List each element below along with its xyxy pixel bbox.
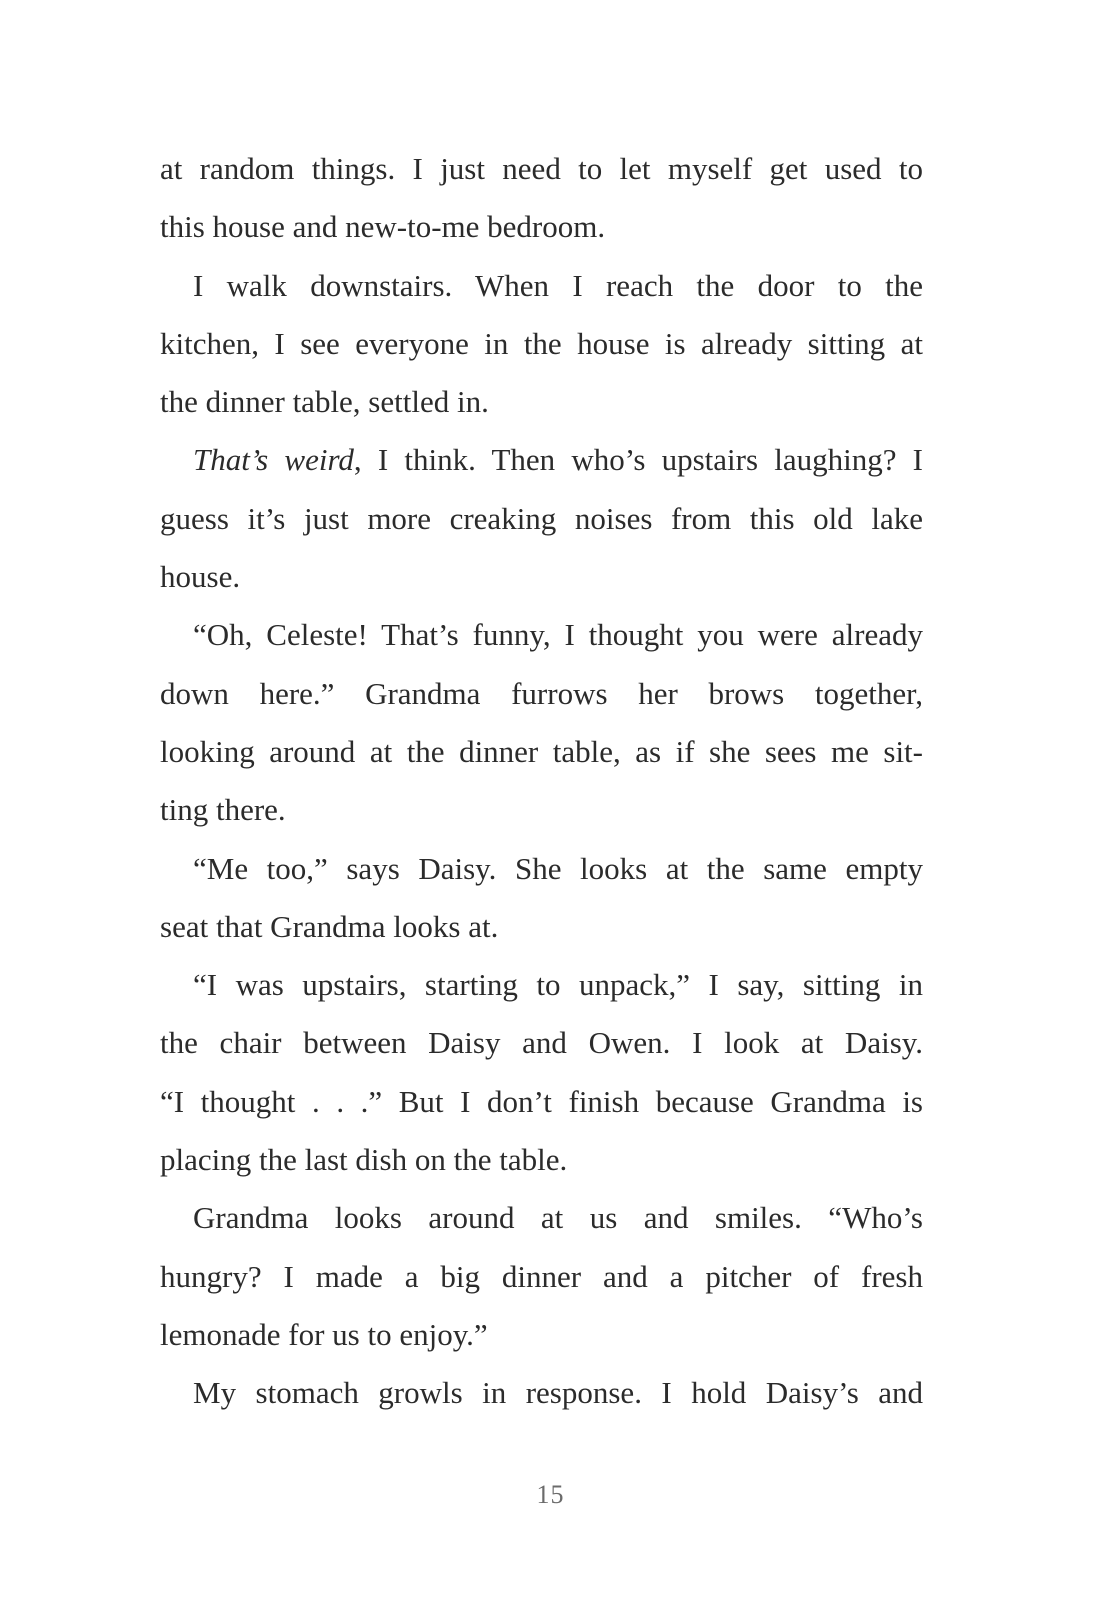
line-text: guess it’s just more creaking noises from this old lake (160, 500, 923, 536)
text-line (160, 840, 923, 898)
text-line (160, 548, 923, 606)
text-line (160, 431, 923, 489)
text-line (160, 198, 923, 256)
line-text: “I thought . . .” But I don’t finish because Grandma is (160, 1083, 923, 1119)
text-line (160, 1073, 923, 1131)
line-text: I walk downstairs. When I reach the door to the (193, 267, 923, 303)
text-line (160, 257, 923, 315)
line-text: kitchen, I see everyone in the house is already sitting at (160, 325, 923, 361)
text-line (160, 490, 923, 548)
text-line (160, 723, 923, 781)
line-text: “I was upstairs, starting to unpack,” I say, sitting in (193, 967, 923, 1003)
line-text: My stomach growls in response. I hold Daisy’s and (193, 1375, 923, 1411)
text-line (160, 315, 923, 373)
line-text: “Oh, Celeste! That’s funny, I thought you were already (193, 617, 923, 653)
line-text: this house and new-to-me bedroom. (160, 209, 606, 245)
line-text: seat that Grandma looks at. (160, 908, 499, 944)
text-line (160, 781, 923, 839)
line-text: the dinner table, settled in. (160, 384, 489, 420)
text-line (160, 898, 923, 956)
body-text (160, 140, 923, 1423)
text-line (160, 606, 923, 664)
text-line (160, 1014, 923, 1072)
line-text: placing the last dish on the table. (160, 1142, 568, 1178)
line-text: looking around at the dinner table, as if she sees me sit- (160, 733, 923, 769)
text-line (160, 1306, 923, 1364)
text-line (160, 956, 923, 1014)
text-line (160, 373, 923, 431)
line-text: the chair between Daisy and Owen. I look at Daisy. (160, 1025, 923, 1061)
text-line (160, 140, 923, 198)
line-text: “Me too,” says Daisy. She looks at the same empty (193, 850, 923, 886)
line-text: down here.” Grandma furrows her brows together, (160, 675, 923, 711)
line-text: hungry? I made a big dinner and a pitcher of fresh (160, 1258, 923, 1294)
text-line (160, 1131, 923, 1189)
line-text: ting there. (160, 792, 286, 828)
text-line (160, 1364, 923, 1422)
page-number: 15 (536, 1480, 565, 1509)
text-line (160, 665, 923, 723)
line-text: at random things. I just need to let myself get used to (160, 151, 923, 186)
line-text: house. (160, 559, 241, 595)
italic-phrase: That’s weird (193, 442, 354, 478)
text-line (160, 1248, 923, 1306)
line-text: Grandma looks around at us and smiles. “Who’s (193, 1200, 923, 1236)
text-line (160, 1189, 923, 1247)
line-text: , I think. Then who’s upstairs laughing? I (353, 442, 923, 478)
line-text: lemonade for us to enjoy.” (160, 1316, 488, 1352)
